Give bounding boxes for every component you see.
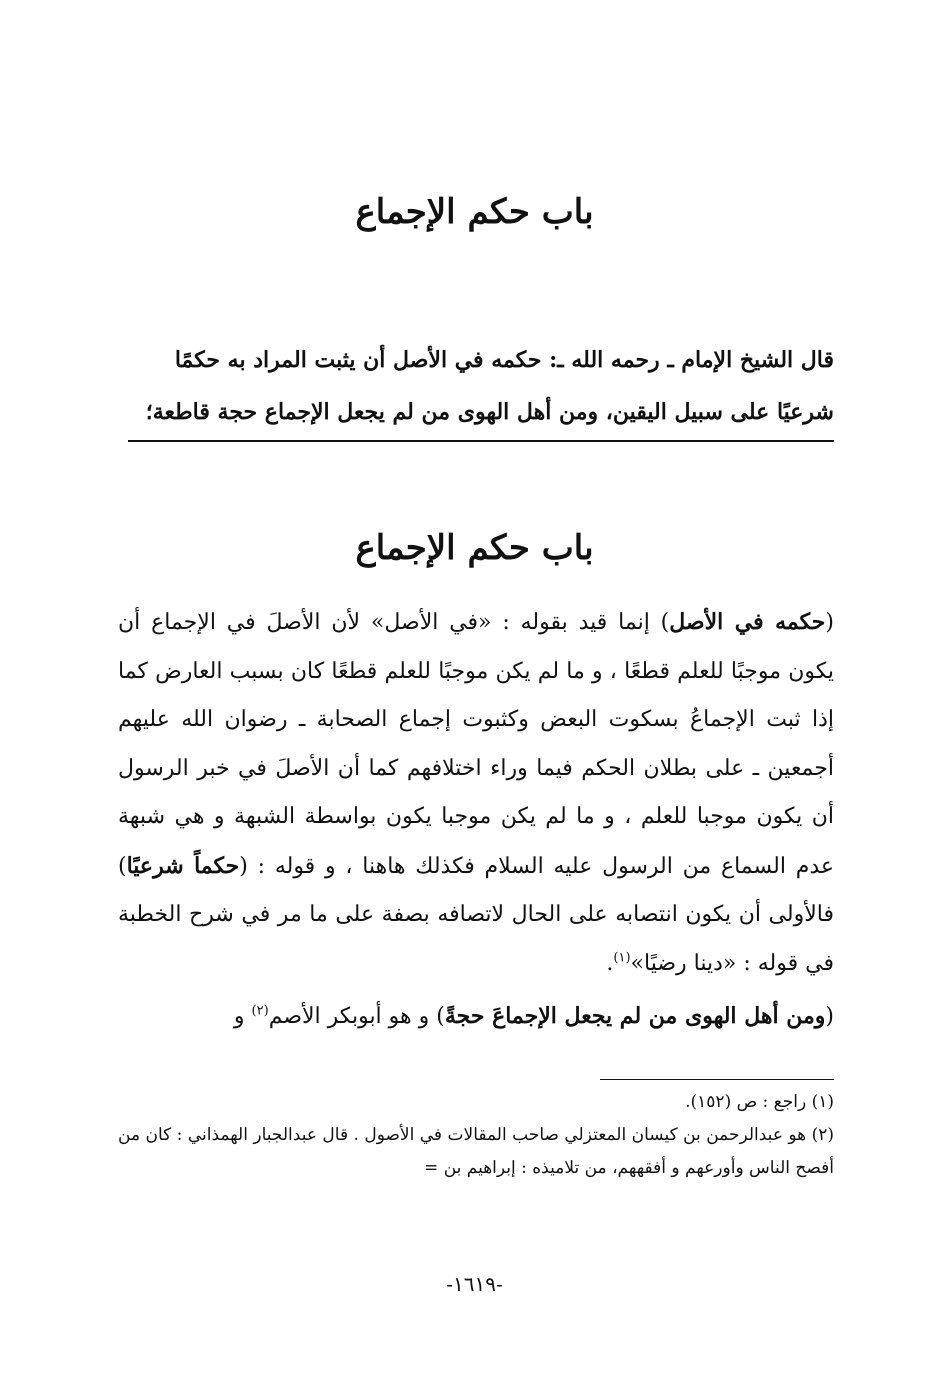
quoted-matn-phrase: ومن أهل الهوى من لم يجعل الإجماعَ حجةً [444,1003,826,1029]
quoted-matn-phrase: حكماً شرعيًا [126,852,240,879]
commentary-body: ) إنما قيد بقوله : «في الأصل» لأن الأصلَ في الإجماع أن يكون موجبًا للعلم قطعًا ، و ما لم يكن موجبًا للعلم قطعًا كان بسبب العارض كما إذا ثبت الإجماعُ بسكوت البعض وكثبوت إجماع الصحابة ـ رضوان الله عليهم أجمعين ـ على بطلان الحكم فيما وراء اختلافهم كما أن الأصلَ في خبر الرسول أن يكون موجبا للعلم ، و ما لم يكن موجبا يكون بواسطة الشبهة و هي شبهة عدم السماع من الرسول عليه السلام فكذلك هاهنا ، و قوله : ( [118,610,835,879]
commentary-text [118,598,834,1042]
commentary-body: ) و هو أبوبكر الأصم [268,1004,445,1029]
quoted-matn-phrase: حكمه في الأصل [669,609,826,635]
footnote: (١) راجع : ص (١٥٢). [685,1092,834,1112]
paren-open: ( [825,610,834,635]
paragraph-end: . [606,950,614,976]
matn-text [118,334,834,438]
footnote-ref: (١) [613,950,631,966]
matn-separator-rule [128,440,834,442]
footnote: (٢) هو عبدالرحمن بن كيسان المعتزلي صاحب المقالات في الأصول . قال عبدالجبار الهمذاني : كان من أفصح الناس وأورعهم و أفقههم، من تلاميذه : إبراهيم بن = [118,1125,834,1178]
commentary-paragraph [118,992,834,1042]
chapter-heading-top: باب حكم الإجماع [355,192,594,232]
footnote-ref: (٢) [251,1003,269,1019]
paragraph-end: و [233,1004,252,1029]
footnotes [118,1086,834,1185]
commentary-body: ) فالأولى أن يكون انتصابه على الحال لاتصافه بصفة على ما مر في شرح الخطبة في قوله : «دينا رضيًا» [118,853,834,976]
chapter-heading-commentary: باب حكم الإجماع [355,528,594,568]
commentary-paragraph [118,598,834,988]
matn-line: قال الشيخ الإمام ـ رحمه الله ـ: حكمه في الأصل أن يثبت المراد به حكمًا [174,347,834,373]
footnote-separator-rule [600,1079,834,1080]
paren-open: ( [825,1004,834,1029]
page-number: -١٦١٩- [446,1272,503,1296]
matn-line: شرعيًا على سبيل اليقين، ومن أهل الهوى من لم يجعل الإجماع حجة قاطعة؛ [145,399,834,425]
